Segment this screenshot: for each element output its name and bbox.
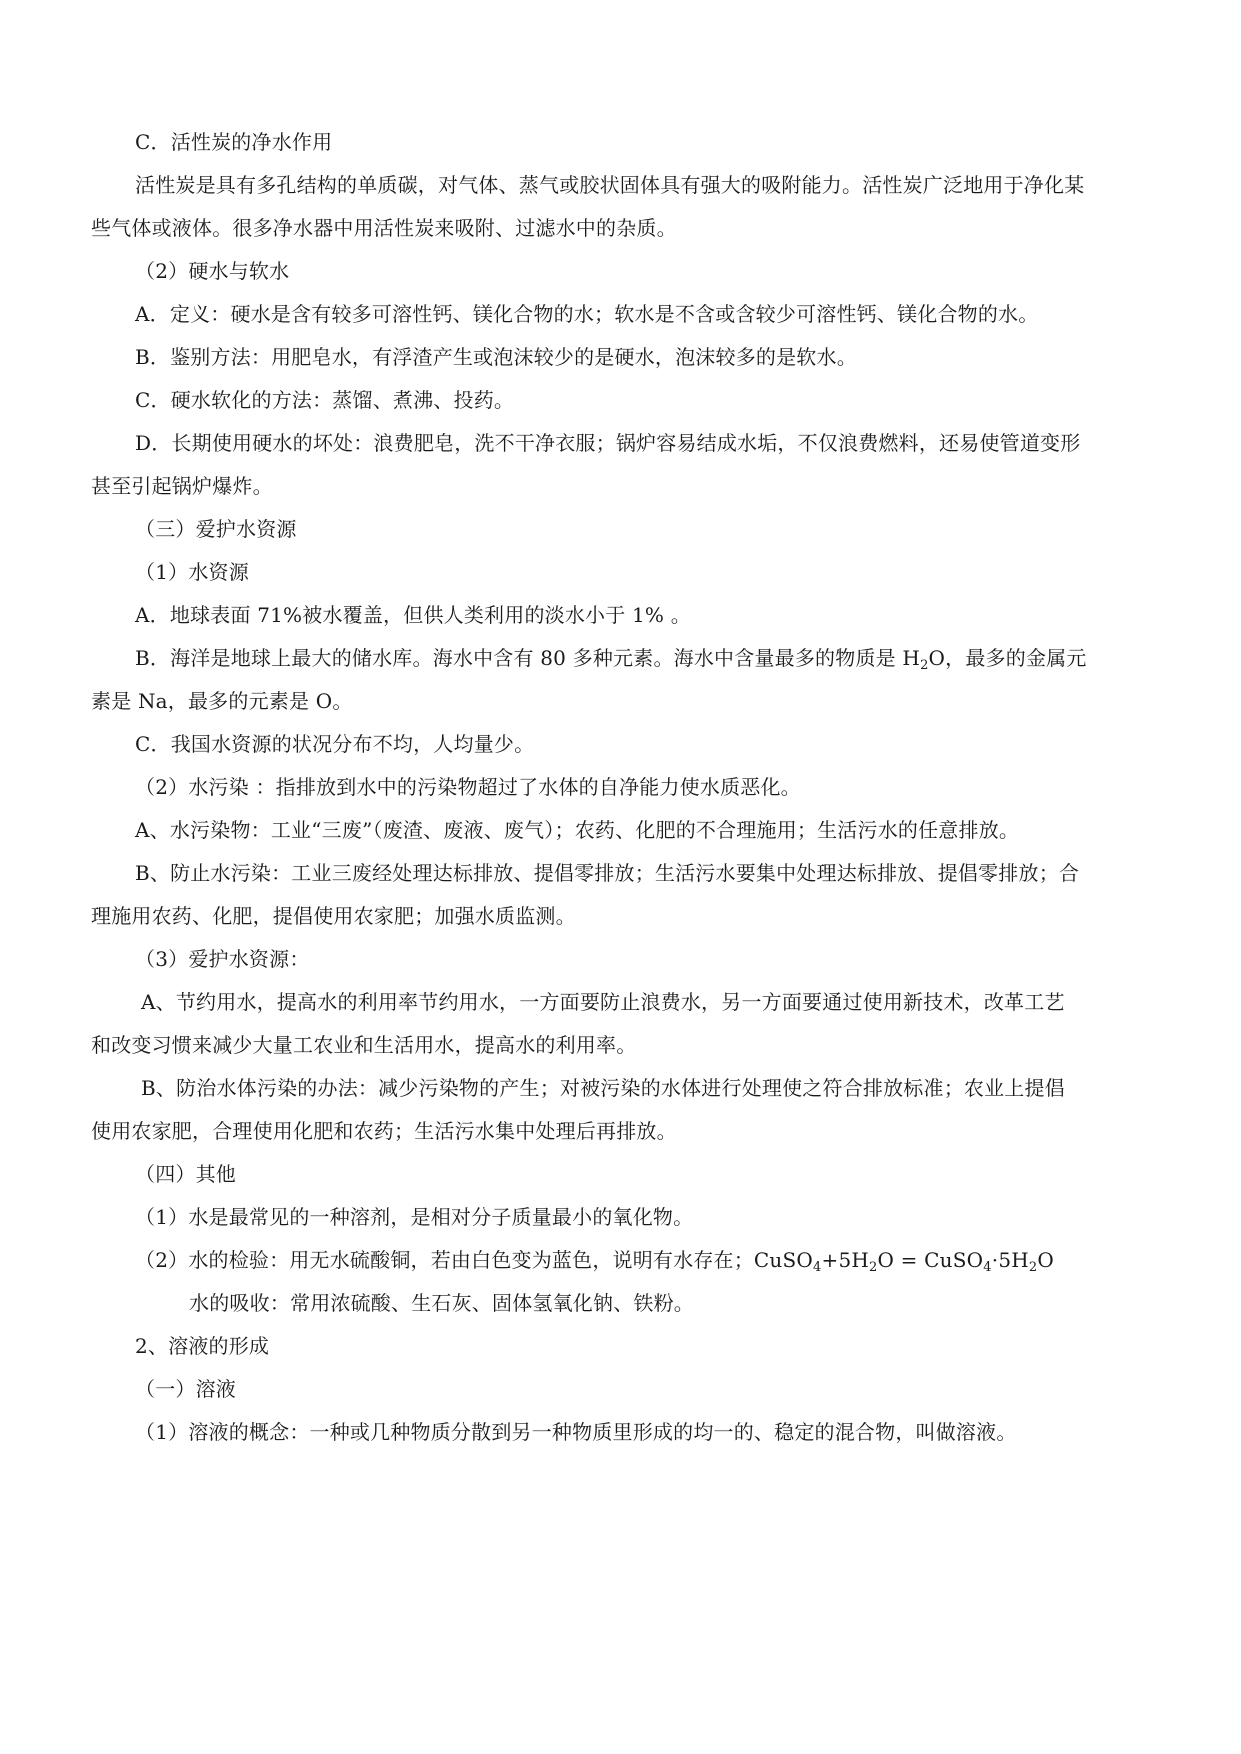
section-heading: （2）水污染 ：指排放到水中的污染物超过了水体的自净能力使水质恶化。 (135, 775, 801, 799)
section-heading: （四）其他 (135, 1162, 236, 1186)
paragraph-line: （1）水是最常见的一种溶剂，是相对分子质量最小的氧化物。 (135, 1205, 694, 1229)
paragraph-line: A、水污染物：工业“三废”（废渣、废液、废气）；农药、化肥的不合理施用；生活污水的任意排放。 (135, 818, 1020, 842)
paragraph-line: D．长期使用硬水的坏处：浪费肥皂，洗不干净衣服；锅炉容易结成水垢，不仅浪费燃料，还易使管道变形 (135, 431, 1081, 455)
paragraph-line (135, 1246, 1054, 1274)
paragraph-line: B、防治水体污染的办法：减少污染物的产生；对被污染的水体进行处理使之符合排放标准；农业上提倡 (141, 1076, 1065, 1100)
section-heading: （2）硬水与软水 (135, 259, 290, 283)
paragraph-line: 和改变习惯来减少大量工农业和生活用水，提高水的利用率。 (91, 1033, 637, 1057)
subscript: 2 (920, 658, 929, 673)
paragraph-line: 甚至引起锅炉爆炸。 (91, 474, 273, 498)
section-heading: （3）爱护水资源： (135, 947, 310, 971)
paragraph-line: B．鉴别方法：用肥皂水，有浮渣产生或泡沫较少的是硬水，泡沫较多的是软水。 (135, 345, 857, 369)
paragraph-line: 活性炭是具有多孔结构的单质碳，对气体、蒸气或胶状固体具有强大的吸附能力。活性炭广泛地用于净化某 (135, 173, 1085, 197)
text-run: ·5H (991, 1248, 1029, 1272)
text-run: O = CuSO (877, 1248, 984, 1272)
paragraph-line: C．硬水软化的方法：蒸馏、煮沸、投药。 (135, 388, 515, 412)
section-heading: （1）水资源 (135, 560, 249, 584)
subscript: 2 (869, 1260, 878, 1275)
section-heading: （一）溶液 (135, 1377, 236, 1401)
section-heading: C．活性炭的净水作用 (135, 130, 333, 154)
paragraph-line: A、节约用水，提高水的利用率节约用水，一方面要防止浪费水，另一方面要通过使用新技术，改革工艺 (141, 990, 1065, 1014)
text-run: O，最多的金属元 (928, 646, 1087, 670)
paragraph-line: B、防止水污染：工业三废经处理达标排放、提倡零排放；生活污水要集中处理达标排放、提倡零排放；合 (135, 861, 1080, 885)
paragraph-line: C．我国水资源的状况分布不均，人均量少。 (135, 732, 535, 756)
paragraph-line: 水的吸收：常用浓硫酸、生石灰、固体氢氧化钠、铁粉。 (189, 1291, 694, 1315)
text-run: +5H (821, 1248, 870, 1272)
text-run: O (1037, 1248, 1054, 1272)
paragraph-line: A．定义：硬水是含有较多可溶性钙、镁化合物的水；软水是不含或含较少可溶性钙、镁化合物的水。 (135, 302, 1039, 326)
paragraph-line: 理施用农药、化肥，提倡使用农家肥；加强水质监测。 (91, 904, 576, 928)
paragraph-line: 素是 Na，最多的元素是 O。 (91, 689, 353, 713)
paragraph-line: 些气体或液体。很多净水器中用活性炭来吸附、过滤水中的杂质。 (91, 216, 677, 240)
text-run: （2）水的检验：用无水硫酸铜，若由白色变为蓝色，说明有水存在；CuSO (135, 1248, 814, 1272)
text-run: B．海洋是地球上最大的储水库。海水中含有 80 多种元素。海水中含量最多的物质是 H (135, 646, 921, 670)
paragraph-line: 使用农家肥，合理使用化肥和农药；生活污水集中处理后再排放。 (91, 1119, 677, 1143)
subscript: 2 (1028, 1260, 1038, 1275)
paragraph-line: （1）溶液的概念：一种或几种物质分散到另一种物质里形成的均一的、稳定的混合物，叫做溶液。 (135, 1420, 1017, 1444)
paragraph-line (135, 644, 1087, 672)
paragraph-line: A．地球表面 71%被水覆盖，但供人类利用的淡水小于 1% 。 (135, 603, 691, 627)
subscript: 4 (983, 1260, 992, 1275)
section-heading: （三）爱护水资源 (135, 517, 297, 541)
section-heading: 2、溶液的形成 (135, 1334, 270, 1358)
subscript: 4 (813, 1260, 822, 1275)
